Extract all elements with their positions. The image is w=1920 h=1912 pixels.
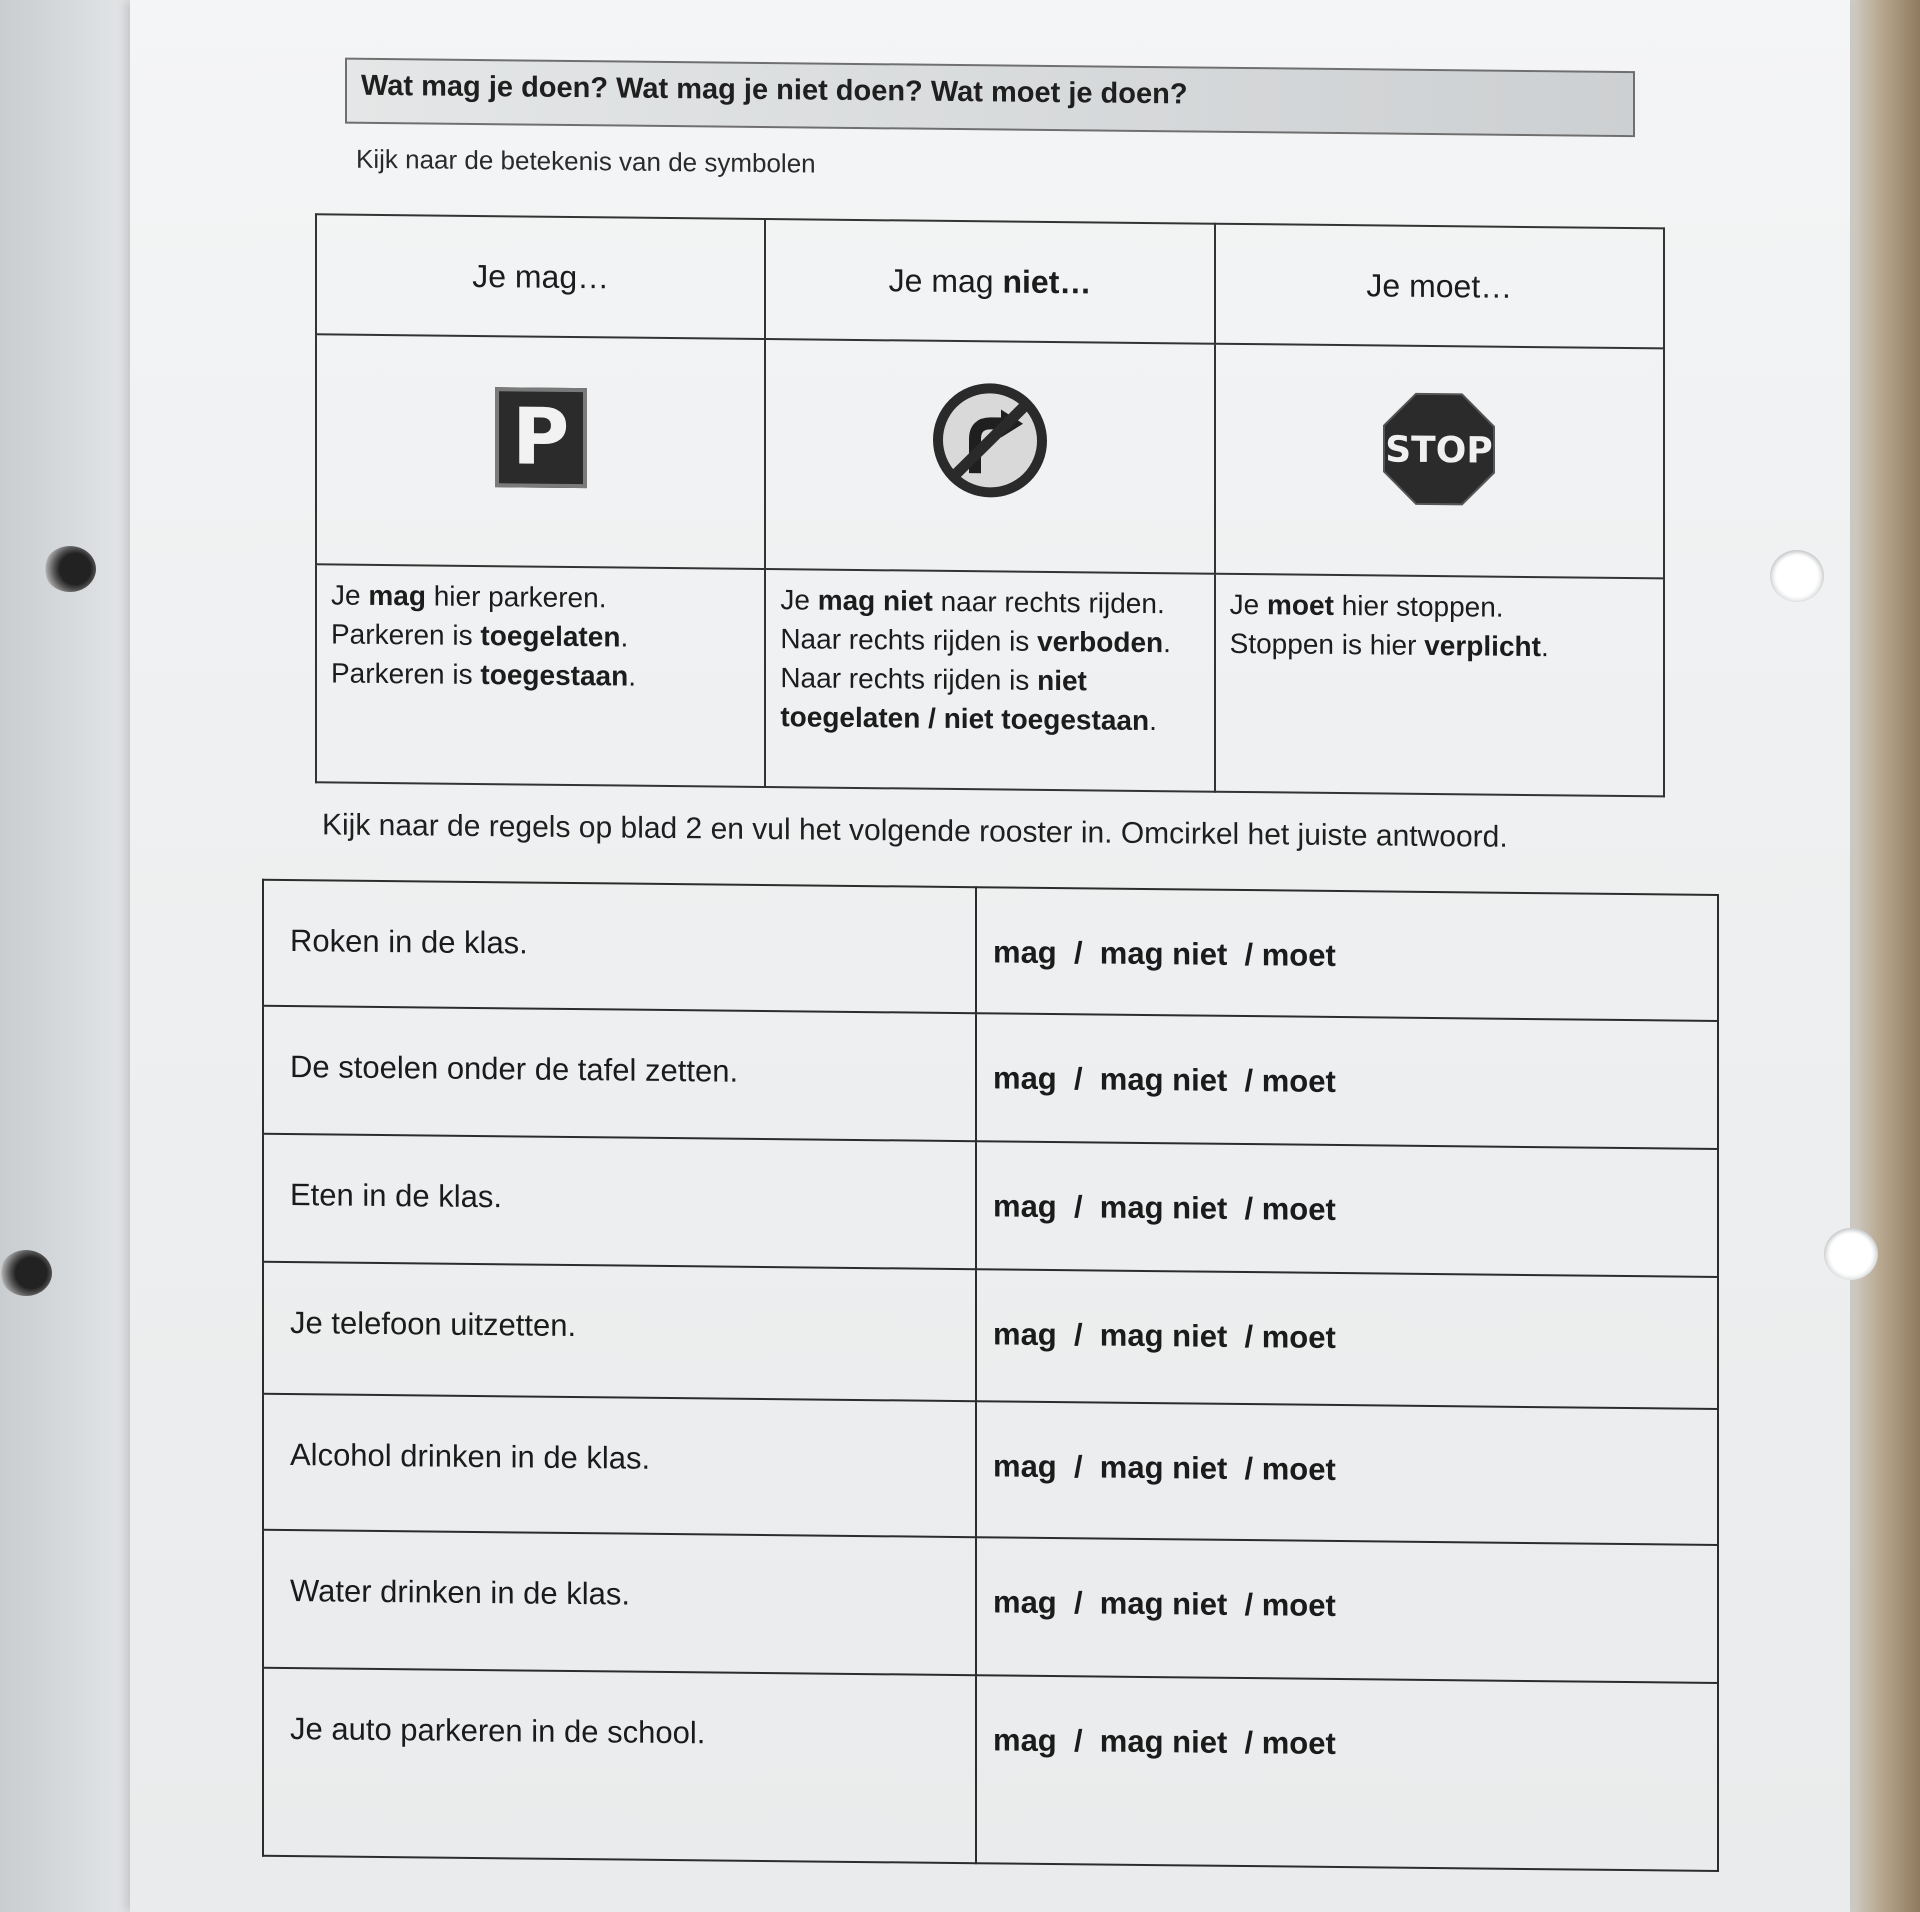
- stop-sign-icon: [1380, 389, 1498, 508]
- symbols-table: [315, 213, 1665, 797]
- table-row: [263, 1394, 1718, 1545]
- title-box: [345, 58, 1635, 138]
- desc-mag: [316, 564, 765, 787]
- table-row: [263, 880, 1718, 1021]
- answer-options[interactable]: mag / mag niet / moet: [976, 1141, 1718, 1277]
- desc-moet: [1215, 574, 1664, 797]
- rules-table: [262, 879, 1719, 1872]
- desc-line: Je mag niet naar rechts rijden.: [780, 584, 1165, 620]
- rule-text: Eten in de klas.: [263, 1134, 976, 1269]
- cell-parking-sign: [316, 334, 765, 569]
- desc-line: Naar rechts rijden is verboden.: [780, 623, 1171, 659]
- desc-line: Je mag hier parkeren.: [331, 579, 607, 614]
- instruction-rules: Kijk naar de regels op blad 2 en vul het volgende rooster in. Omcirkel het juiste antwoord.: [322, 808, 1508, 854]
- table-row: [263, 1006, 1718, 1149]
- table-row: [263, 1134, 1718, 1277]
- desc-line: toegelaten / niet toegestaan.: [780, 701, 1157, 737]
- rule-text: Je auto parkeren in de school.: [263, 1668, 976, 1863]
- rule-text: Roken in de klas.: [263, 880, 976, 1013]
- answer-options[interactable]: mag / mag niet / moet: [976, 1675, 1718, 1871]
- header-je-moet: Je moet…: [1215, 224, 1664, 349]
- table-row: [263, 1262, 1718, 1409]
- table-row: [263, 1668, 1718, 1871]
- desc-line: Stoppen is hier verplicht.: [1229, 627, 1549, 663]
- cell-stop-sign: [1215, 344, 1664, 579]
- instruction-symbols: Kijk naar de betekenis van de symbolen: [356, 143, 816, 179]
- desc-line: Naar rechts rijden is niet: [780, 662, 1087, 697]
- answer-options[interactable]: mag / mag niet / moet: [976, 887, 1718, 1021]
- desc-line: Je moet hier stoppen.: [1229, 588, 1504, 623]
- rule-text: Water drinken in de klas.: [263, 1530, 976, 1675]
- rule-text: Alcohol drinken in de klas.: [263, 1394, 976, 1537]
- answer-options[interactable]: mag / mag niet / moet: [976, 1537, 1718, 1683]
- header-je-mag: Je mag…: [316, 214, 765, 339]
- stop-sign-label: STOP: [1385, 429, 1494, 472]
- desc-line: Parkeren is toegestaan.: [331, 657, 637, 692]
- answer-options[interactable]: mag / mag niet / moet: [976, 1269, 1718, 1409]
- desc-mag-niet: [765, 569, 1214, 792]
- answer-options[interactable]: mag / mag niet / moet: [976, 1401, 1718, 1545]
- page-title: Wat mag je doen? Wat mag je niet doen? Wat moet je doen?: [361, 69, 1188, 111]
- header-je-mag-niet: Je mag niet…: [765, 219, 1214, 344]
- desc-line: Parkeren is toegelaten.: [331, 618, 629, 653]
- rule-text: Je telefoon uitzetten.: [263, 1262, 976, 1401]
- cell-no-right-turn-sign: [765, 339, 1214, 574]
- answer-options[interactable]: mag / mag niet / moet: [976, 1013, 1718, 1149]
- no-right-turn-icon: [931, 380, 1049, 499]
- rule-text: De stoelen onder de tafel zetten.: [263, 1006, 976, 1141]
- table-row: [263, 1530, 1718, 1683]
- parking-sign-icon: P: [495, 387, 587, 488]
